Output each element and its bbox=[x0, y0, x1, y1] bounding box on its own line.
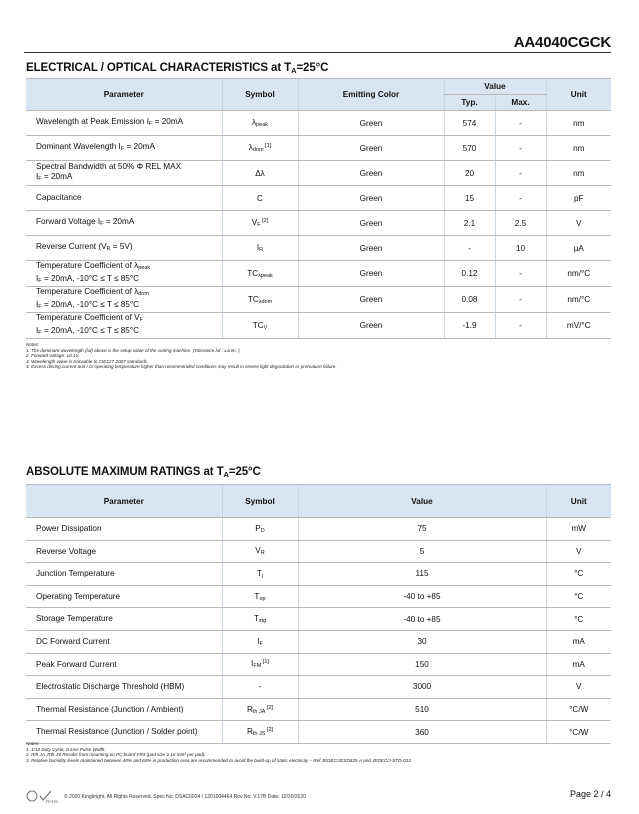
unit-cell: nm/°C bbox=[546, 261, 611, 287]
symbol-text: V bbox=[255, 546, 261, 556]
parameter-text: Temperature Coefficient of V bbox=[36, 313, 140, 322]
max-cell: - bbox=[495, 186, 546, 211]
table-row bbox=[26, 676, 611, 699]
header-max: Max. bbox=[495, 95, 546, 111]
symbol-cell bbox=[222, 313, 298, 339]
symbol-cell bbox=[222, 136, 298, 161]
electrical-characteristics-table bbox=[26, 78, 611, 339]
table-row bbox=[26, 111, 611, 136]
footer-legal bbox=[26, 790, 306, 804]
typ-cell: 20 bbox=[444, 161, 495, 186]
parameter-cell: Operating Temperature bbox=[26, 585, 222, 608]
symbol-subscript: F bbox=[257, 222, 261, 228]
parameter-cell: Storage Temperature bbox=[26, 608, 222, 631]
parameter-text: Wavelength at Peak Emission I bbox=[36, 116, 150, 126]
symbol-text: TC bbox=[252, 320, 264, 330]
parameter-cell: Power Dissipation bbox=[26, 518, 222, 541]
parameter-cell bbox=[26, 161, 222, 186]
emitting-color-cell: Green bbox=[298, 111, 444, 136]
symbol-text: R bbox=[246, 727, 253, 737]
unit-cell: mW bbox=[546, 518, 611, 541]
value-cell: 360 bbox=[298, 721, 546, 744]
table-row bbox=[26, 161, 611, 186]
symbol-subscript: V bbox=[263, 324, 268, 331]
parameter-cell: DC Forward Current bbox=[26, 630, 222, 653]
emitting-color-cell: Green bbox=[298, 261, 444, 287]
typ-cell: - bbox=[444, 236, 495, 261]
symbol-subscript: j bbox=[261, 572, 264, 579]
symbol-subscript: th JA bbox=[252, 708, 266, 715]
parameter-condition: = 20mA bbox=[124, 141, 155, 151]
note-line: Notes: bbox=[26, 741, 40, 746]
parameter-cell bbox=[26, 111, 222, 136]
parameter-line2-condition: = 20mA, -10°C ≤ T ≤ 85°C bbox=[41, 273, 140, 283]
parameter-text: Temperature Coefficient of λ bbox=[36, 287, 139, 296]
unit-cell: mA bbox=[546, 653, 611, 676]
parameter-line2: I bbox=[36, 171, 39, 181]
symbol-cell bbox=[222, 585, 298, 608]
symbol-subscript: FM bbox=[253, 663, 262, 670]
table-row bbox=[26, 698, 611, 721]
table-row bbox=[26, 653, 611, 676]
symbol-cell bbox=[222, 540, 298, 563]
abs-header-unit: Unit bbox=[546, 485, 611, 518]
symbol-cell bbox=[222, 287, 298, 313]
unit-cell: nm bbox=[546, 161, 611, 186]
electrical-notes bbox=[26, 342, 337, 370]
symbol-cell bbox=[222, 261, 298, 287]
symbol-text: P bbox=[255, 523, 261, 533]
parameter-line2: I bbox=[36, 299, 39, 309]
max-cell: - bbox=[495, 161, 546, 186]
max-cell: - bbox=[495, 136, 546, 161]
parameter-line2-condition: = 20mA bbox=[41, 171, 73, 181]
parameter-cell bbox=[26, 313, 222, 339]
parameter-subscript: F bbox=[149, 120, 153, 127]
symbol-text: I bbox=[251, 659, 254, 669]
symbol-note-ref: [2] bbox=[265, 704, 274, 711]
table-row bbox=[26, 630, 611, 653]
max-cell: - bbox=[495, 261, 546, 287]
emitting-color-cell: Green bbox=[298, 211, 444, 236]
header-typ: Typ. bbox=[444, 95, 495, 111]
parameter-cell bbox=[26, 261, 222, 287]
max-cell: - bbox=[495, 111, 546, 136]
page-number: Page 2 / 4 bbox=[569, 789, 611, 799]
table-row bbox=[26, 287, 611, 313]
header-divider bbox=[24, 52, 611, 53]
parameter-subscript: dom bbox=[138, 291, 149, 297]
value-cell: -40 to +85 bbox=[298, 585, 546, 608]
footer-copyright: © 2020 Kingbright. All Rights Reserved. Spec No: DSAC6024 / 1201004464 Rev No: V.17B Date: 12/30/2020 bbox=[64, 794, 307, 800]
parameter-text: Reverse Current (V bbox=[36, 241, 107, 251]
unit-cell: nm bbox=[546, 111, 611, 136]
typ-cell: 0.12 bbox=[444, 261, 495, 287]
symbol-subscript: R bbox=[260, 550, 265, 557]
rohs-label: RoHS bbox=[46, 799, 59, 804]
value-cell: 150 bbox=[298, 653, 546, 676]
parameter-condition: = 5V) bbox=[110, 241, 133, 251]
unit-cell: °C bbox=[546, 563, 611, 586]
symbol-cell bbox=[222, 211, 298, 236]
parameter-cell bbox=[26, 287, 222, 313]
symbol-cell bbox=[222, 698, 298, 721]
symbol-subscript: th JS bbox=[252, 731, 266, 738]
unit-cell: °C/W bbox=[546, 721, 611, 744]
typ-cell: 15 bbox=[444, 186, 495, 211]
symbol-text: C bbox=[257, 193, 263, 203]
symbol-text: V bbox=[251, 218, 258, 227]
symbol-text: TC bbox=[247, 268, 259, 278]
parameter-text: Temperature Coefficient of λ bbox=[36, 261, 139, 270]
unit-cell: nm/°C bbox=[546, 287, 611, 313]
header-parameter: Parameter bbox=[26, 79, 222, 111]
symbol-cell bbox=[222, 518, 298, 541]
symbol-text: λ bbox=[251, 118, 257, 127]
parameter-text: Capacitance bbox=[36, 193, 82, 203]
absolute-notes bbox=[26, 741, 412, 763]
typ-cell: -1.9 bbox=[444, 313, 495, 339]
symbol-cell bbox=[222, 608, 298, 631]
note-line: 1. 1/10 Duty Cycle, 0.1ms Pulse Width. bbox=[26, 746, 106, 752]
value-cell: 3000 bbox=[298, 676, 546, 699]
value-cell: -40 to +85 bbox=[298, 608, 546, 631]
electrical-section-title: ELECTRICAL / OPTICAL CHARACTERISTICS at $T_A=25^\circ C$ bbox=[26, 62, 329, 75]
unit-cell: °C bbox=[546, 585, 611, 608]
parameter-text: Dominant Wavelength I bbox=[36, 141, 121, 151]
symbol-subscript: op bbox=[259, 595, 266, 602]
symbol-subscript: dom bbox=[252, 147, 264, 153]
symbol-text: I bbox=[256, 243, 260, 252]
symbol-text: λ bbox=[248, 143, 253, 152]
header-symbol: Symbol bbox=[222, 79, 298, 111]
unit-cell: V bbox=[546, 676, 611, 699]
header-unit: Unit bbox=[546, 79, 611, 111]
symbol-cell bbox=[222, 236, 298, 261]
parameter-subscript: F bbox=[120, 145, 125, 152]
symbol-text: - bbox=[258, 682, 262, 692]
max-cell: 2.5 bbox=[495, 211, 546, 236]
table-row bbox=[26, 261, 611, 287]
parameter-line2: I bbox=[36, 325, 39, 335]
table-row bbox=[26, 585, 611, 608]
emitting-color-cell: Green bbox=[298, 236, 444, 261]
table-row bbox=[26, 608, 611, 631]
symbol-cell bbox=[222, 653, 298, 676]
unit-cell: mV/°C bbox=[546, 313, 611, 339]
symbol-text: T bbox=[254, 591, 260, 601]
note-line: 2. Forward voltage: ±0.1V. bbox=[26, 353, 80, 359]
table-row bbox=[26, 563, 611, 586]
symbol-note-ref: [1] bbox=[261, 659, 269, 666]
parameter-cell bbox=[26, 186, 222, 211]
symbol-note-ref: [2] bbox=[260, 218, 269, 224]
symbol-cell bbox=[222, 161, 298, 186]
parameter-subscript: F bbox=[139, 317, 143, 323]
symbol-text: T bbox=[256, 568, 262, 578]
value-cell: 75 bbox=[298, 518, 546, 541]
parameter-condition: = 20mA bbox=[103, 216, 135, 226]
value-cell: 5 bbox=[298, 540, 546, 563]
symbol-subscript: D bbox=[260, 527, 265, 534]
typ-cell: 0.08 bbox=[444, 287, 495, 313]
symbol-subscript: stg bbox=[258, 618, 267, 625]
header-value: Value bbox=[444, 79, 546, 95]
parameter-line2-subscript: F bbox=[38, 329, 42, 336]
typ-cell: 570 bbox=[444, 136, 495, 161]
note-line: 2. Rth JA ,Rth JS Results from mounting on PC board FR4 (pad size ≥ 16 mm² per pad). bbox=[26, 752, 206, 758]
parameter-cell bbox=[26, 136, 222, 161]
symbol-text: I bbox=[257, 636, 260, 646]
table-row bbox=[26, 313, 611, 339]
note-line: 1. The dominant wavelength (λd) above is the setup value of the sorting machine. (Tolerance λd : ±1nm. ) bbox=[26, 347, 240, 353]
max-cell: - bbox=[495, 287, 546, 313]
abs-header-parameter: Parameter bbox=[26, 485, 222, 518]
parameter-line2-subscript: F bbox=[38, 303, 42, 310]
unit-cell: nm bbox=[546, 136, 611, 161]
table-row bbox=[26, 211, 611, 236]
unit-cell: °C/W bbox=[546, 698, 611, 721]
table-row bbox=[26, 236, 611, 261]
symbol-text: Δλ bbox=[255, 168, 265, 178]
absolute-section-title: ABSOLUTE MAXIMUM RATINGS at $T_A=25^\circ C$ bbox=[26, 466, 261, 479]
parameter-text: Forward Voltage I bbox=[36, 216, 101, 226]
parameter-subscript: R bbox=[106, 245, 111, 252]
parameter-line2: I bbox=[36, 273, 39, 283]
symbol-cell bbox=[222, 563, 298, 586]
emitting-color-cell: Green bbox=[298, 313, 444, 339]
part-number: AA4040CGCK bbox=[513, 34, 611, 51]
note-line: 4. Excess driving current and / or operating temperature higher than recommended conditions may result in severe light degradation or premature failure. bbox=[26, 364, 337, 370]
parameter-cell bbox=[26, 236, 222, 261]
parameter-line2-subscript: F bbox=[38, 277, 42, 284]
parameter-subscript: F bbox=[100, 220, 104, 227]
max-cell: 10 bbox=[495, 236, 546, 261]
symbol-text: T bbox=[253, 614, 259, 624]
unit-cell: V bbox=[546, 540, 611, 563]
abs-header-symbol: Symbol bbox=[222, 485, 298, 518]
table-row bbox=[26, 186, 611, 211]
unit-cell: pF bbox=[546, 186, 611, 211]
value-cell: 510 bbox=[298, 698, 546, 721]
symbol-subscript: R bbox=[259, 247, 264, 253]
value-cell: 115 bbox=[298, 563, 546, 586]
symbol-cell bbox=[222, 186, 298, 211]
symbol-subscript: F bbox=[259, 640, 263, 647]
table-row bbox=[26, 518, 611, 541]
symbol-subscript: λdom bbox=[258, 298, 273, 305]
unit-cell: mA bbox=[546, 630, 611, 653]
parameter-cell: Thermal Resistance (Junction / Ambient) bbox=[26, 698, 222, 721]
unit-cell: °C bbox=[546, 608, 611, 631]
parameter-cell: Thermal Resistance (Junction / Solder point) bbox=[26, 721, 222, 744]
abs-header-value: Value bbox=[298, 485, 546, 518]
parameter-condition: = 20mA bbox=[152, 116, 184, 126]
parameter-line2-subscript: F bbox=[38, 175, 42, 182]
parameter-cell bbox=[26, 211, 222, 236]
symbol-subscript: λpeak bbox=[258, 272, 273, 279]
symbol-text: TC bbox=[247, 294, 259, 304]
typ-cell: 574 bbox=[444, 111, 495, 136]
note-line: 3. Relative humidity levels maintained between 40% and 60% in production area are recommended to avoid the build-up of static electricity – Ref JEDEC/JESD625-A and JEDEC/J-STD-033. bbox=[26, 757, 412, 763]
symbol-note-ref: [2] bbox=[265, 727, 274, 734]
parameter-subscript: peak bbox=[138, 265, 151, 271]
parameter-line2-condition: = 20mA, -10°C ≤ T ≤ 85°C bbox=[41, 325, 140, 335]
absolute-ratings-table bbox=[26, 484, 611, 744]
note-line: 3. Wavelength value is traceable to CIE127-2007 standards. bbox=[26, 358, 149, 364]
parameter-cell: Junction Temperature bbox=[26, 563, 222, 586]
parameter-cell: Electrostatic Discharge Threshold (HBM) bbox=[26, 676, 222, 699]
parameter-cell: Reverse Voltage bbox=[26, 540, 222, 563]
typ-cell: 2.1 bbox=[444, 211, 495, 236]
value-cell: 30 bbox=[298, 630, 546, 653]
symbol-text: R bbox=[246, 704, 253, 714]
emitting-color-cell: Green bbox=[298, 136, 444, 161]
parameter-line2-condition: = 20mA, -10°C ≤ T ≤ 85°C bbox=[41, 299, 140, 309]
max-cell: - bbox=[495, 313, 546, 339]
parameter-text: Spectral Bandwidth at 50% Φ REL MAX bbox=[36, 162, 182, 171]
emitting-color-cell: Green bbox=[298, 287, 444, 313]
header-emitting-color: Emitting Color bbox=[298, 79, 444, 111]
symbol-subscript: peak bbox=[256, 122, 269, 128]
note-line: Notes: bbox=[26, 342, 40, 347]
parameter-cell: Peak Forward Current bbox=[26, 653, 222, 676]
table-row bbox=[26, 540, 611, 563]
emitting-color-cell: Green bbox=[298, 186, 444, 211]
emitting-color-cell: Green bbox=[298, 161, 444, 186]
symbol-note-ref: [1] bbox=[263, 143, 272, 149]
table-row bbox=[26, 136, 611, 161]
symbol-cell bbox=[222, 676, 298, 699]
unit-cell: µA bbox=[546, 236, 611, 261]
unit-cell: V bbox=[546, 211, 611, 236]
symbol-cell bbox=[222, 630, 298, 653]
symbol-cell bbox=[222, 111, 298, 136]
